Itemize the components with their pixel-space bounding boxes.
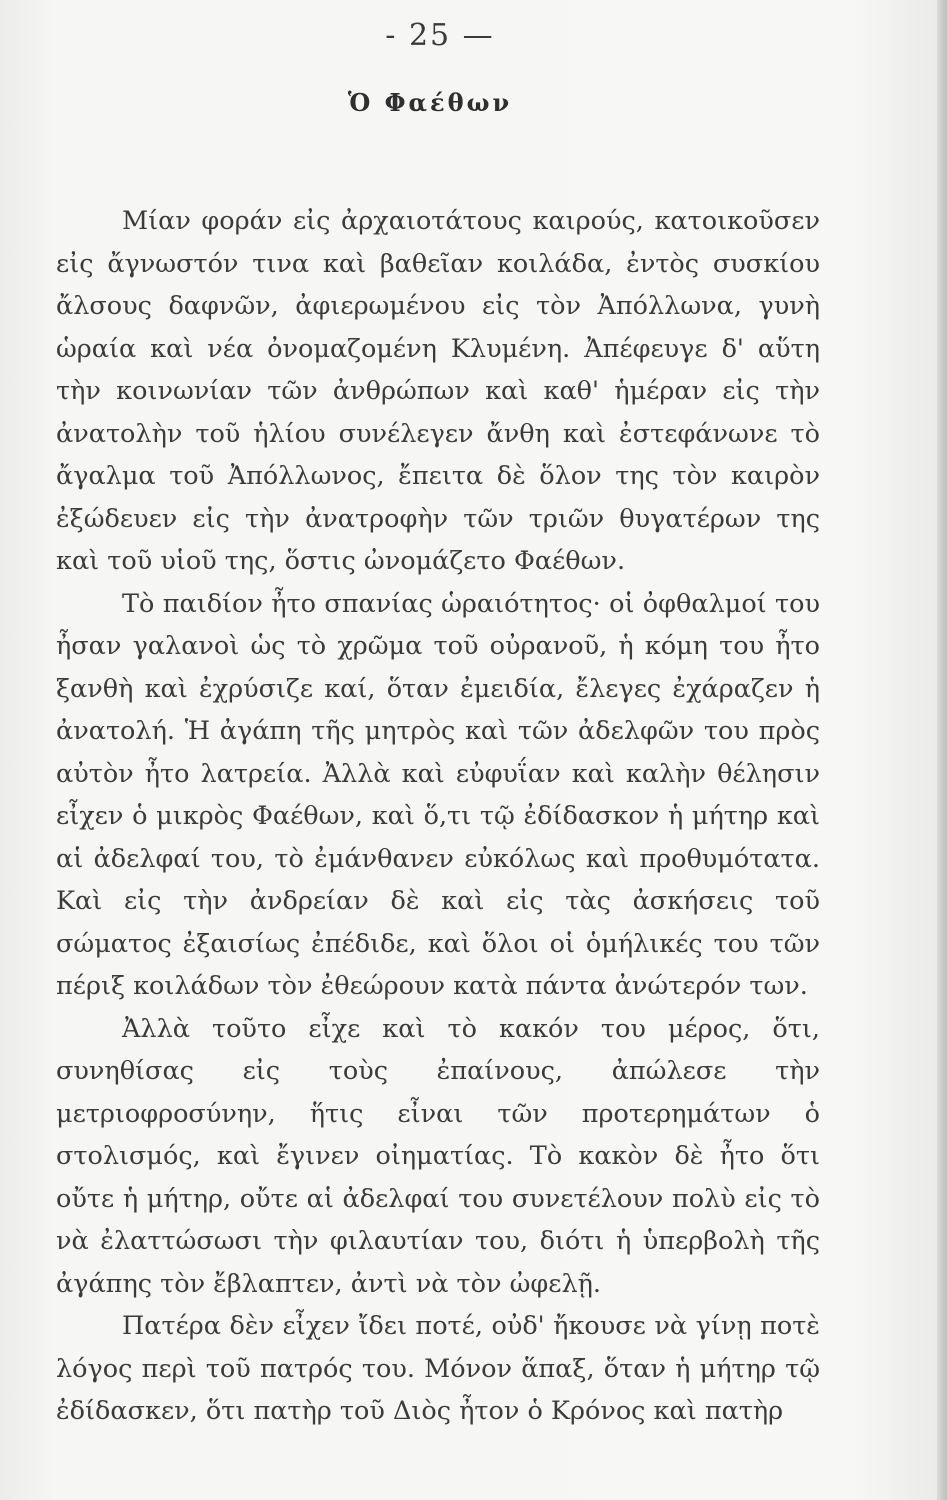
paragraph-3: Ἀλλὰ τοῦτο εἶχε καὶ τὸ κακόν του μέρος, ὅτι, συνηθίσας εἰς τοὺς ἐπαίνους, ἀπώλεσε τὴν μετριοφροσύνην, ἥτις εἶναι τῶν προτερημάτων ὁ στολισμός, καὶ ἔγινεν οἰηματίας. Τὸ κακὸν δὲ ἦτο ὅτι οὔτε ἡ μήτηρ, οὔτε αἱ ἀδελφαί του συνετέλουν πολὺ εἰς τὸ νὰ ἐλαττώσωσι τὴν φιλαυτίαν του, διότι ἡ ὑπερβολὴ τῆς ἀγάπης τὸν ἔβλαπτεν, ἀντὶ νὰ τὸν ὠφελῇ. [56,1013,820,1299]
paragraph-1: Μίαν φοράν εἰς ἀρχαιοτάτους καιρούς, κατοικοῦσεν εἰς ἄγνωστόν τινα καὶ βαθεῖαν κοιλάδα, ἐντὸς συσκίου ἄλσους δαφνῶν, ἀφιερωμένου εἰς τὸν Ἀπόλλωνα, γυνὴ ὡραία καὶ νέα ὀνομαζομένη Κλυμένη. Ἀπέφευγε δ' αὕτη τὴν κοινωνίαν τῶν ἀνθρώπων καὶ καθ' ἡμέραν εἰς τὴν ἀνατολὴν τοῦ ἡλίου συνέλεγεν ἄνθη καὶ ἐστεφάνωνε τὸ ἄγαλμα τοῦ Ἀπόλλωνος, ἔπειτα δὲ ὅλον της τὸν καιρὸν ἐξώδευεν εἰς τὴν ἀνατροφὴν τῶν τριῶν θυγατέρων της καὶ τοῦ υἱοῦ της, ὅστις ὠνομάζετο Φαέθων. [56,206,820,576]
paragraph-2: Τὸ παιδίον ἦτο σπανίας ὡραιότητος· οἱ ὀφθαλμοί του ἦσαν γαλανοὶ ὡς τὸ χρῶμα τοῦ οὐρανοῦ, ἡ κόμη του ἦτο ξανθὴ καὶ ἐχρύσιζε καί, ὅταν ἐμειδία, ἔλεγες ἐχάραζεν ἡ ἀνατολή. Ἡ ἀγάπη τῆς μητρὸς καὶ τῶν ἀδελφῶν του πρὸς αὐτὸν ἦτο λατρεία. Ἀλλὰ καὶ εὐφυΐαν καὶ καλὴν θέλησιν εἶχεν ὁ μικρὸς Φαέθων, καὶ ὅ,τι τῷ ἐδίδασκον ἡ μήτηρ καὶ αἱ ἀδελφαί του, τὸ ἐμάνθανεν εὐκόλως καὶ προθυμότατα. Καὶ εἰς τὴν ἀνδρείαν δὲ καὶ εἰς τὰς ἀσκήσεις τοῦ σώματος ἐξαισίως ἐπέδιδε, καὶ ὅλοι οἱ ὁμήλικές του τῶν πέριξ κοιλάδων τὸν ἐθεώρουν κατὰ πάντα ἀνώτερόν των. [56,588,820,1001]
chapter-title: Ὁ Φαέθων [347,88,513,117]
paragraph-4: Πατέρα δὲν εἶχεν ἴδει ποτέ, οὐδ' ἤκουσε νὰ γίνῃ ποτὲ λόγος περὶ τοῦ πατρός του. Μόνον ἅπαξ, ὅταν ἡ μήτηρ τῷ ἐδίδασκεν, ὅτι πατὴρ τοῦ Διὸς ἦτον ὁ Κρόνος καὶ πατὴρ [56,1311,820,1426]
page-edge-shadow [937,0,947,1500]
page-number: - 25 — [385,18,495,53]
body-text [56,200,820,1433]
